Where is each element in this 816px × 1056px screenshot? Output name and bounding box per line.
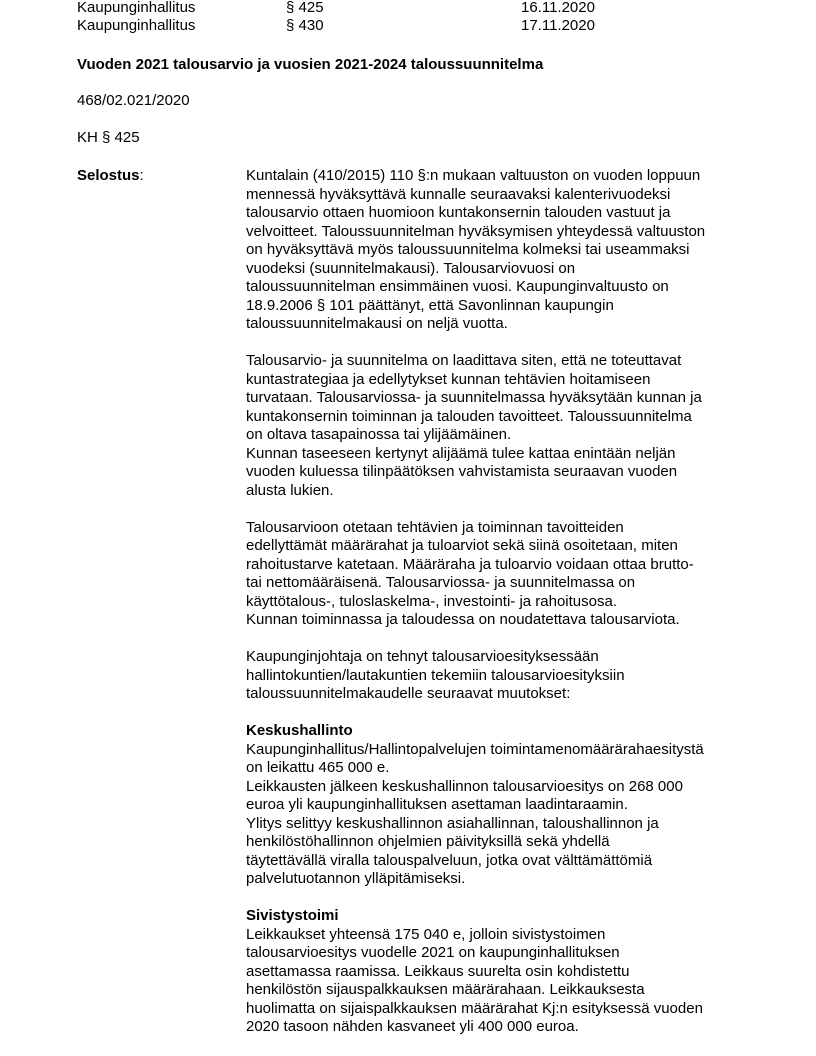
body-paragraph (246, 648, 746, 704)
section-line: palvelutuotannon ylläpitämiseksi. (246, 870, 466, 887)
section-line: on leikattu 465 000 e. (246, 759, 390, 776)
paragraph-line: Kaupunginjohtaja on tehnyt talousarvioesityksessään (246, 648, 599, 665)
section-line: euroa yli kaupunginhallituksen asettaman laadintaraamin. (246, 796, 628, 813)
section-heading: Sivistystoimi (246, 907, 339, 924)
paragraph-line: kuntastrategiaa ja edellytykset kunnan tehtävien hoitamiseen (246, 370, 651, 388)
paragraph-line: on oltava tasapainossa tai ylijäämäinen. (246, 426, 512, 443)
selostus-body (246, 167, 746, 1055)
paragraph-line: hallintokuntien/lautakuntien tekemiin talousarvioesityksiin (246, 666, 625, 684)
meta-date: 17.11.2020 (521, 17, 595, 34)
section-line: talousarvioesitys vuodelle 2021 on kaupunginhallituksen (246, 944, 620, 961)
section-line: huolimatta on sijaispalkkauksen määrärahat Kj:n esityksessä vuoden (246, 999, 703, 1017)
paragraph-line: velvoitteet. Taloussuunnitelman hyväksymisen yhteydessä valtuuston (246, 222, 706, 240)
section-line: Leikkaukset yhteensä 175 040 e, jolloin sivistystoimen (246, 925, 606, 943)
paragraph-line: tai nettomääräisenä. Talousarviossa- ja suunnitelmassa on (246, 574, 636, 591)
selostus-label: Selostus: (77, 167, 144, 184)
section-line: henkilöstön sijauspalkkauksen määrärahaan. Leikkauksesta (246, 981, 645, 998)
paragraph-line: edellyttämät määrärahat ja tuloarviot sekä siinä osoitetaan, miten (246, 537, 678, 554)
section-line: Kaupunginhallitus/Hallintopalvelujen toimintamenomäärärahaesitystä (246, 740, 704, 758)
budget-section (246, 722, 746, 889)
body-paragraph (246, 352, 746, 500)
section-line: täytettävällä viralla talouspalveluun, jotka ovat välttämättömiä (246, 851, 653, 869)
paragraph-line: Talousarvio- ja suunnitelma on laadittava siten, että ne toteuttavat (246, 352, 682, 369)
paragraph-line: Talousarvioon otetaan tehtävien ja toiminnan tavoitteiden (246, 518, 624, 536)
body-paragraph (246, 167, 746, 334)
paragraph-line: rahoitustarve katetaan. Määräraha ja tuloarvio voidaan ottaa brutto- (246, 555, 694, 573)
record-number: 468/02.021/2020 (77, 92, 190, 109)
budget-section (246, 907, 746, 1037)
meta-date: 16.11.2020 (521, 0, 595, 16)
paragraph-line: Kunnan taseeseen kertynyt alijäämä tulee kattaa enintään neljän (246, 444, 676, 462)
paragraph-line: kuntakonsernin toiminnan ja talouden tavoitteet. Taloussuunnitelma (246, 407, 692, 425)
paragraph-line: taloussuunnitelmakausi on neljä vuotta. (246, 315, 508, 332)
section-line: Ylitys selittyy keskushallinnon asiahallinnan, taloushallinnon ja (246, 814, 659, 832)
section-line: 2020 tasoon nähden kasvaneet yli 400 000 euroa. (246, 1018, 579, 1035)
paragraph-line: vuodeksi (suunnitelmakausi). Talousarviovuosi on (246, 259, 576, 277)
paragraph-line: mennessä hyväksyttävä kunnalle seuraavaksi kalenterivuodeksi (246, 185, 671, 203)
section-heading: Keskushallinto (246, 722, 353, 739)
paragraph-line: alusta lukien. (246, 481, 334, 499)
paragraph-line: turvataan. Talousarviossa- ja suunnitelmassa hyväksytään kunnan ja (246, 389, 702, 406)
meta-section: § 430 (286, 17, 324, 34)
paragraph-line: taloussuunnitelman ensimmäinen vuosi. Kaupunginvaltuusto on (246, 278, 669, 295)
section-line: asettamassa raamissa. Leikkaus suurelta osin kohdistettu (246, 962, 630, 980)
meta-section: § 425 (286, 0, 324, 16)
paragraph-line: taloussuunnitelmakaudelle seuraavat muutokset: (246, 685, 571, 702)
body-paragraph (246, 519, 746, 630)
paragraph-line: vuoden kuluessa tilinpäätöksen vahvistamista seuraavan vuoden (246, 463, 678, 480)
kh-reference: KH § 425 (77, 129, 140, 146)
section-line: henkilöstöhallinnon ohjelmien päivityksillä sekä yhdellä (246, 833, 610, 850)
document-title: Vuoden 2021 talousarvio ja vuosien 2021-2024 taloussuunnitelma (77, 56, 544, 73)
paragraph-line: käyttötalous-, tuloslaskelma-, investointi- ja rahoitusosa. (246, 592, 618, 610)
paragraph-line: Kuntalain (410/2015) 110 §:n mukaan valtuuston on vuoden loppuun (246, 167, 701, 184)
paragraph-line: Kunnan toiminnassa ja taloudessa on noudatettava talousarviota. (246, 611, 680, 628)
paragraph-line: 18.9.2006 § 101 päättänyt, että Savonlinnan kaupungin (246, 296, 614, 314)
section-line: Leikkausten jälkeen keskushallinnon talousarvioesitys on 268 000 (246, 777, 683, 795)
meta-body: Kaupunginhallitus (77, 0, 196, 16)
meta-body: Kaupunginhallitus (77, 17, 196, 34)
paragraph-line: on hyväksyttävä myös taloussuunnitelma kolmeksi tai useammaksi (246, 241, 690, 258)
paragraph-line: talousarvio ottaen huomioon kuntakonsernin talouden vastuut ja (246, 204, 671, 221)
